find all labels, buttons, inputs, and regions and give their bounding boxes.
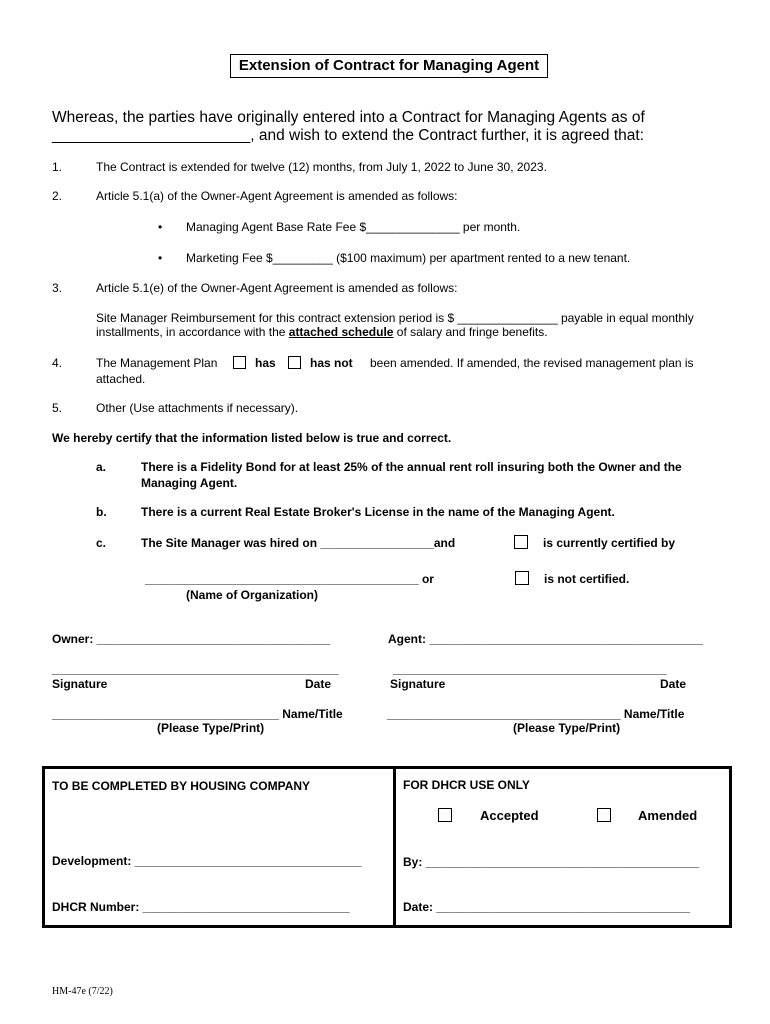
has-label: has	[255, 356, 276, 370]
certify-c-text: The Site Manager was hired on _________________and	[141, 536, 456, 550]
agent-name-title: ___________________________________ Name/Title	[387, 707, 685, 721]
bullet-marker: •	[158, 220, 163, 234]
certify-b-text: There is a current Real Estate Broker's License in the name of the Managing Agent.	[141, 505, 615, 519]
date-field: Date: ______________________________________	[403, 900, 690, 914]
not-certified-checkbox[interactable]	[515, 571, 529, 585]
agent-signature-line: _________________________________________	[393, 662, 667, 676]
item-1-number: 1.	[52, 160, 63, 174]
dhcr-number-field: DHCR Number: _______________________________	[52, 900, 350, 914]
page-title: Extension of Contract for Managing Agent	[230, 54, 548, 78]
item-4-line-2: attached.	[96, 372, 146, 386]
not-certified-label: is not certified.	[544, 572, 630, 586]
agent-date-label: Date	[660, 677, 687, 691]
intro-line-2: _______________________, and wish to extend the Contract further, it is agreed that:	[52, 127, 645, 144]
owner-signature-label: Signature	[52, 677, 108, 691]
item-2-number: 2.	[52, 189, 63, 203]
housing-company-title: TO BE COMPLETED BY HOUSING COMPANY	[52, 779, 311, 793]
certify-heading: We hereby certify that the information listed below is true and correct.	[52, 431, 452, 445]
item-4-tail: been amended. If amended, the revised management plan is	[370, 356, 694, 370]
item-3-text: Article 5.1(e) of the Owner-Agent Agreement is amended as follows:	[96, 281, 458, 295]
owner-signature-line: ___________________________________________	[52, 662, 339, 676]
bullet-base-rate: Managing Agent Base Rate Fee $______________ per month.	[186, 220, 521, 234]
item-1-text: The Contract is extended for twelve (12) months, from July 1, 2022 to June 30, 2023.	[96, 160, 547, 174]
bullet-marker: •	[158, 251, 163, 265]
item-3-body-line-1: Site Manager Reimbursement for this contract extension period is $ _______________ payable in equal monthly	[96, 311, 694, 325]
has-not-label: has not	[310, 356, 353, 370]
development-field: Development: __________________________________	[52, 854, 362, 868]
certify-a-line-2: Managing Agent.	[141, 476, 238, 490]
bullet-marketing-fee: Marketing Fee $_________ ($100 maximum) per apartment rented to a new tenant.	[186, 251, 631, 265]
form-number: HM-47e (7/22)	[52, 986, 113, 997]
item-5-text: Other (Use attachments if necessary).	[96, 401, 299, 415]
item-3-body-line-2	[96, 325, 548, 339]
by-field: By: _________________________________________	[403, 855, 700, 869]
amended-checkbox[interactable]	[597, 808, 611, 822]
certify-b-label: b.	[96, 505, 107, 519]
item-3-body-pre: installments, in accordance with the	[96, 325, 289, 339]
intro-line-1: Whereas, the parties have originally entered into a Contract for Managing Agents as of	[52, 109, 645, 126]
owner-field: Owner: ___________________________________	[52, 632, 331, 646]
item-3-body-post: of salary and fringe benefits.	[393, 325, 548, 339]
box-divider	[393, 766, 396, 928]
agent-field: Agent: _________________________________________	[388, 632, 703, 646]
has-not-checkbox[interactable]	[288, 356, 301, 369]
owner-name-title: __________________________________ Name/Title	[52, 707, 343, 721]
amended-label: Amended	[638, 808, 698, 823]
dhcr-use-title: FOR DHCR USE ONLY	[403, 778, 530, 792]
has-checkbox[interactable]	[233, 356, 246, 369]
accepted-checkbox[interactable]	[438, 808, 452, 822]
item-4-text: The Management Plan	[96, 356, 218, 370]
certify-a-line-1: There is a Fidelity Bond for at least 25% of the annual rent roll insuring both the Owner and the	[141, 460, 682, 474]
certified-label: is currently certified by	[543, 536, 676, 550]
owner-date-label: Date	[305, 677, 332, 691]
organization-line: _________________________________________ or	[145, 572, 434, 586]
owner-print-note: (Please Type/Print)	[157, 721, 265, 735]
accepted-label: Accepted	[480, 808, 539, 823]
item-5-number: 5.	[52, 401, 63, 415]
item-4-number: 4.	[52, 356, 63, 370]
agent-signature-label: Signature	[390, 677, 446, 691]
certify-c-label: c.	[96, 536, 107, 550]
item-3-number: 3.	[52, 281, 63, 295]
certified-checkbox[interactable]	[514, 535, 528, 549]
item-2-text: Article 5.1(a) of the Owner-Agent Agreement is amended as follows:	[96, 189, 458, 203]
attached-schedule-link[interactable]: attached schedule	[288, 325, 394, 339]
organization-label: (Name of Organization)	[186, 588, 319, 602]
certify-a-label: a.	[96, 460, 107, 474]
agent-print-note: (Please Type/Print)	[513, 721, 621, 735]
